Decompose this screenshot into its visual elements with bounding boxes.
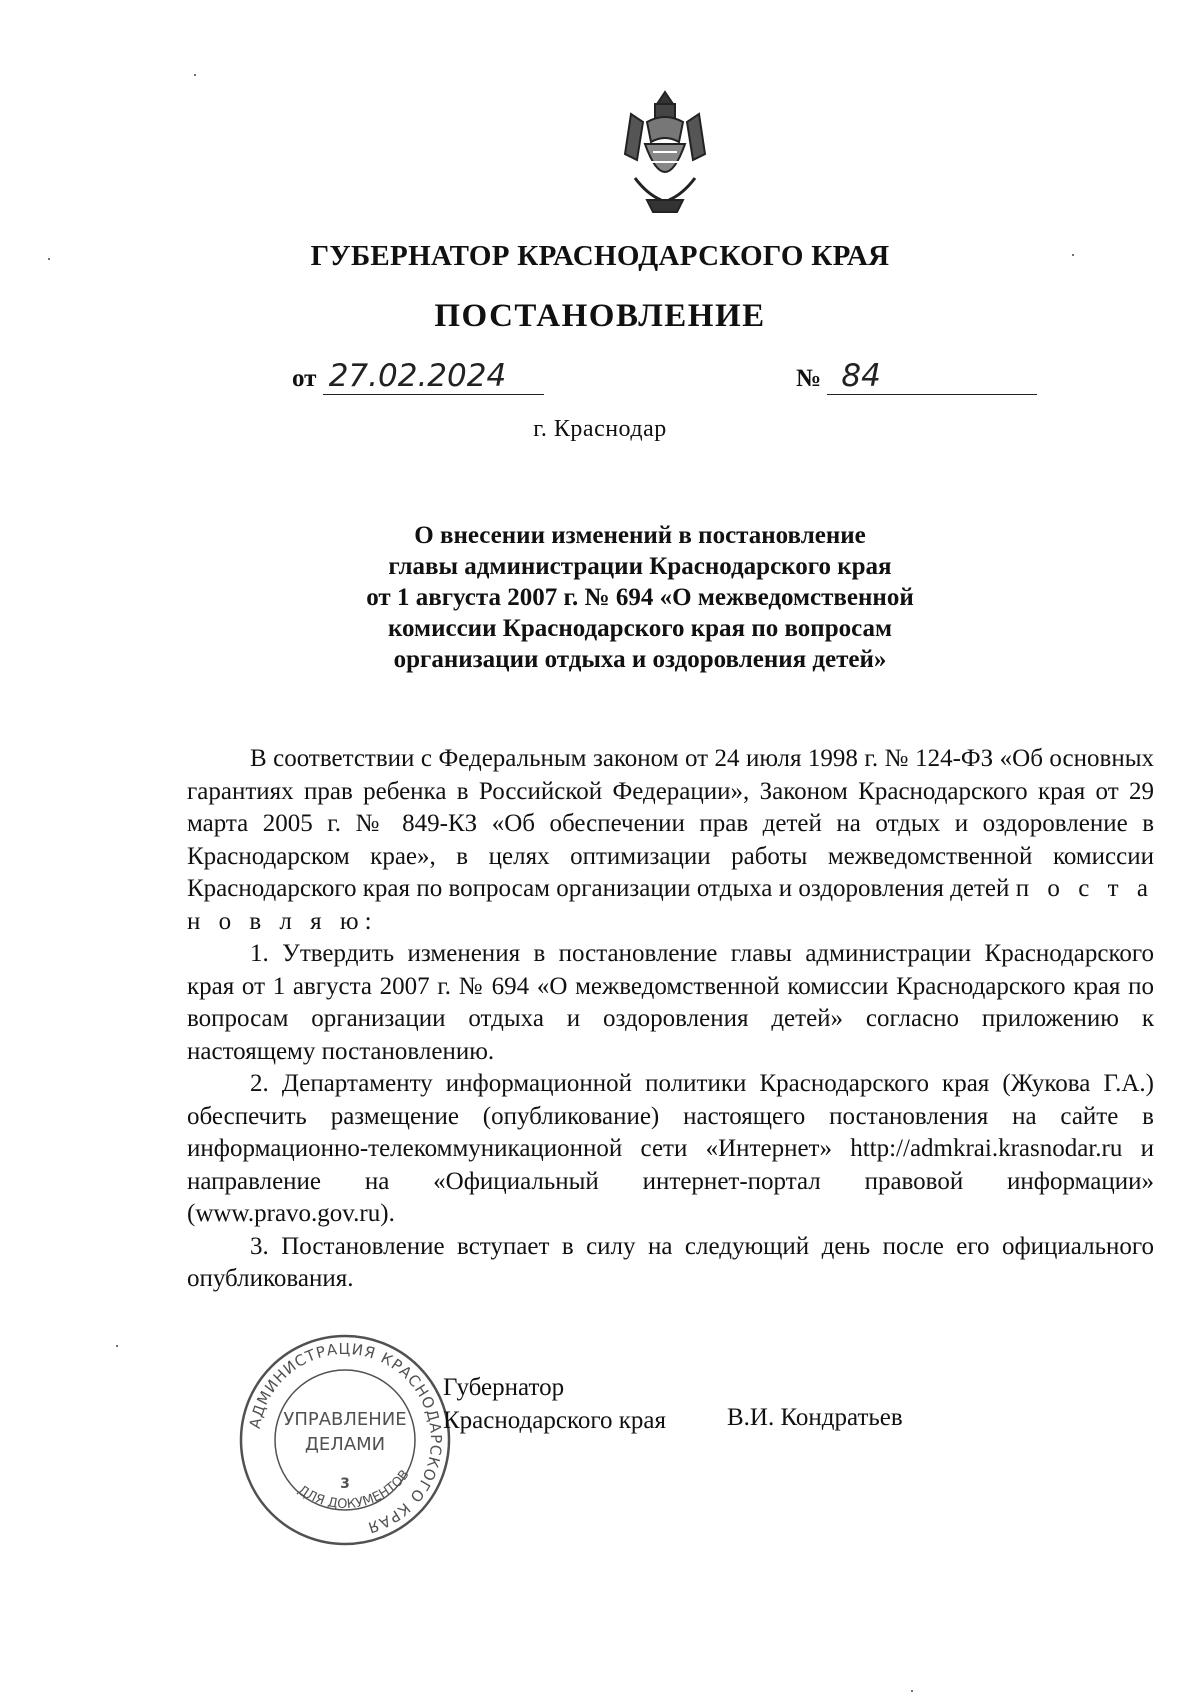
scan-speck [194,74,196,76]
date-row [292,358,544,395]
item-1: 1. Утвердить изменения в постановление главы администрации Краснодарского края от 1 августа 2007 г. № 694 «О межведомственной комиссии Краснодарского края по вопросам организации отдыха и оздоровления детей» согласно приложению к настоящему постановлению. [187,940,1154,1065]
scan-speck [1072,254,1074,256]
subject-line: О внесении изменений в постановление [414,522,866,549]
document-type: ПОСТАНОВЛЕНИЕ [434,298,766,334]
handwritten-date: 27.02.2024 [323,358,544,395]
item-3: 3. Постановление вступает в силу на следующий день после его официального опубликования. [187,1232,1154,1292]
stamp-bottom-text: ДЛЯ ДОКУМЕНТОВ [294,1467,413,1513]
date-prefix: от [292,365,317,392]
stamp-number: 3 [340,1476,350,1492]
issuing-city: г. Краснодар [533,416,667,442]
stamp-center-line2: ДЕЛАМИ [304,1434,386,1455]
scan-speck [911,1690,913,1692]
preamble-paragraph [187,743,1154,938]
scan-speck [48,258,50,260]
scan-speck [116,1345,118,1347]
stamp-center-line1: УПРАВЛЕНИЕ [283,1409,407,1430]
subject-line: комиссии Краснодарского края по вопросам [387,615,893,642]
signatory-title-line1: Губернатор [443,1374,565,1401]
signatory-title [443,1371,666,1437]
issuing-authority: ГУБЕРНАТОР КРАСНОДАРСКОГО КРАЯ [310,240,890,272]
official-stamp [235,1330,455,1550]
number-prefix: № [796,365,822,392]
signatory-title-line2: Краснодарского края [443,1407,666,1434]
item-2: 2. Департаменту информационной политики Краснодарского края (Жукова Г.А.) обеспечить размещение (опубликование) настоящего постановления на сайте в информационно-телекоммуникационной сети «Интернет» http://admkrai.krasnodar.ru и направление на «Официальный интернет-портал правовой информации» (www.pravo.gov.ru). [187,1070,1154,1227]
document-body [187,743,1154,1296]
subject-line: организации отдыха и оздоровления детей» [393,646,887,673]
stamp-ring-text: АДМИНИСТРАЦИЯ КРАСНОДАРСКОГО КРАЯ [245,1339,446,1537]
handwritten-number: 84 [827,358,1037,395]
subject-line: от 1 августа 2007 г. № 694 «О межведомственной [366,584,914,611]
decree-word: п о с т а н о в л я ю: [187,875,1155,935]
signatory-name: В.И. Кондратьев [727,1404,903,1431]
number-row [796,358,1037,395]
document-subject [300,520,980,675]
subject-line: главы администрации Краснодарского края [388,553,892,580]
preamble-text: В соответствии с Федеральным законом от 24 июля 1998 г. № 124-ФЗ «Об основных гарантиях прав ребенка в Российской Федерации», Законом Краснодарского края от 29 марта 2005 г. № 849-КЗ «Об обеспечении прав детей на отдых и оздоровление в Краснодарском крае», в целях оптимизации работы межведомственной комиссии Краснодарского края по вопросам организации отдыха и оздоровления детей [187,745,1154,902]
coat-of-arms-emblem [617,82,713,217]
